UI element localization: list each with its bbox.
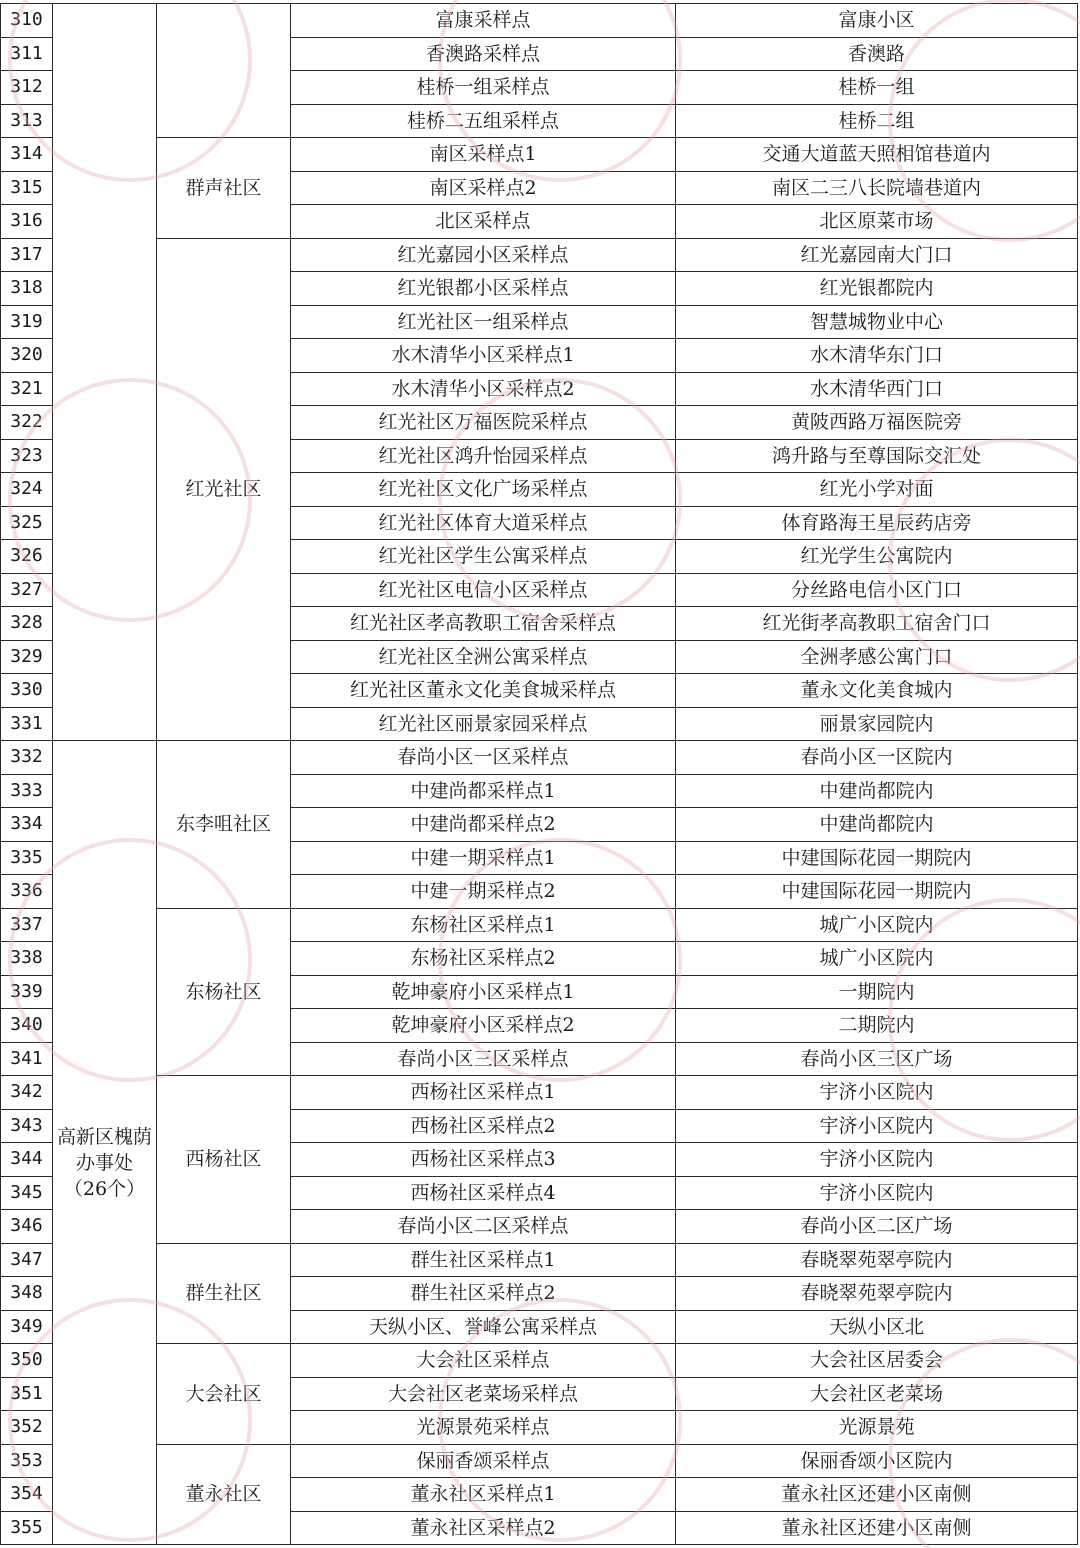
sampling-point-name: 东杨社区采样点2 <box>291 942 676 976</box>
sampling-point-location: 鸿升路与至尊国际交汇处 <box>676 439 1078 473</box>
sampling-point-location: 宇济小区院内 <box>676 1176 1078 1210</box>
row-number: 310 <box>1 4 53 38</box>
sampling-point-name: 红光社区鸿升怡园采样点 <box>291 439 676 473</box>
sampling-point-location: 董永社区还建小区南侧 <box>676 1511 1078 1545</box>
sampling-point-location: 桂桥二组 <box>676 104 1078 138</box>
row-number: 312 <box>1 71 53 105</box>
community-name <box>157 4 291 138</box>
sampling-point-name: 香澳路采样点 <box>291 37 676 71</box>
row-number: 349 <box>1 1310 53 1344</box>
row-number: 344 <box>1 1143 53 1177</box>
sampling-point-location: 中建国际花园一期院内 <box>676 841 1078 875</box>
table-row <box>1 1344 1078 1378</box>
table-row <box>1 908 1078 942</box>
sampling-point-name: 春尚小区三区采样点 <box>291 1042 676 1076</box>
row-number: 355 <box>1 1511 53 1545</box>
sampling-point-location: 体育路海王星辰药店旁 <box>676 506 1078 540</box>
row-number: 331 <box>1 707 53 741</box>
table-row <box>1 138 1078 172</box>
row-number: 316 <box>1 205 53 239</box>
row-number: 330 <box>1 674 53 708</box>
sampling-point-location: 水木清华西门口 <box>676 372 1078 406</box>
sampling-point-name: 乾坤豪府小区采样点1 <box>291 975 676 1009</box>
sampling-point-location: 城广小区院内 <box>676 942 1078 976</box>
sampling-point-location: 大会社区老菜场 <box>676 1377 1078 1411</box>
table-row <box>1 1444 1078 1478</box>
row-number: 314 <box>1 138 53 172</box>
row-number: 346 <box>1 1210 53 1244</box>
sampling-point-location: 一期院内 <box>676 975 1078 1009</box>
table-row <box>1 1243 1078 1277</box>
sampling-point-location: 交通大道蓝天照相馆巷道内 <box>676 138 1078 172</box>
sampling-point-name: 红光社区文化广场采样点 <box>291 473 676 507</box>
sampling-point-name: 南区采样点2 <box>291 171 676 205</box>
sampling-point-name: 红光社区一组采样点 <box>291 305 676 339</box>
district-count: （26个） <box>63 1177 146 1200</box>
sampling-point-location: 天纵小区北 <box>676 1310 1078 1344</box>
sampling-point-name: 大会社区老菜场采样点 <box>291 1377 676 1411</box>
row-number: 323 <box>1 439 53 473</box>
community-name: 红光社区 <box>157 238 291 741</box>
sampling-point-name: 红光社区万福医院采样点 <box>291 406 676 440</box>
sampling-point-location: 大会社区居委会 <box>676 1344 1078 1378</box>
sampling-point-location: 北区原菜市场 <box>676 205 1078 239</box>
sampling-point-name: 红光社区全洲公寓采样点 <box>291 640 676 674</box>
sampling-point-location: 宇济小区院内 <box>676 1143 1078 1177</box>
sampling-point-location: 城广小区院内 <box>676 908 1078 942</box>
row-number: 325 <box>1 506 53 540</box>
sampling-point-name: 董永社区采样点1 <box>291 1478 676 1512</box>
sampling-point-location: 丽景家园院内 <box>676 707 1078 741</box>
sampling-point-location: 桂桥一组 <box>676 71 1078 105</box>
sampling-point-name: 中建一期采样点1 <box>291 841 676 875</box>
row-number: 341 <box>1 1042 53 1076</box>
sampling-point-name: 中建一期采样点2 <box>291 875 676 909</box>
row-number: 328 <box>1 607 53 641</box>
sampling-point-location: 水木清华东门口 <box>676 339 1078 373</box>
sampling-point-name: 大会社区采样点 <box>291 1344 676 1378</box>
row-number: 345 <box>1 1176 53 1210</box>
row-number: 315 <box>1 171 53 205</box>
community-name: 大会社区 <box>157 1344 291 1445</box>
sampling-point-location: 南区二三八长院墙巷道内 <box>676 171 1078 205</box>
sampling-point-name: 桂桥二五组采样点 <box>291 104 676 138</box>
sampling-point-location: 春晓翠苑翠亭院内 <box>676 1277 1078 1311</box>
sampling-point-location: 二期院内 <box>676 1009 1078 1043</box>
sampling-point-name: 春尚小区二区采样点 <box>291 1210 676 1244</box>
row-number: 350 <box>1 1344 53 1378</box>
sampling-point-location: 光源景苑 <box>676 1411 1078 1445</box>
sampling-point-name: 光源景苑采样点 <box>291 1411 676 1445</box>
district-cell-previous <box>53 4 157 741</box>
sampling-point-location: 春晓翠苑翠亭院内 <box>676 1243 1078 1277</box>
row-number: 348 <box>1 1277 53 1311</box>
sampling-point-location: 保丽香颂小区院内 <box>676 1444 1078 1478</box>
sampling-point-name: 西杨社区采样点2 <box>291 1109 676 1143</box>
row-number: 339 <box>1 975 53 1009</box>
sampling-point-location: 红光银都院内 <box>676 272 1078 306</box>
community-name: 西杨社区 <box>157 1076 291 1244</box>
sampling-point-location: 宇济小区院内 <box>676 1109 1078 1143</box>
district-cell <box>53 741 157 1545</box>
community-name: 董永社区 <box>157 1444 291 1545</box>
sampling-point-location: 分丝路电信小区门口 <box>676 573 1078 607</box>
sampling-point-name: 北区采样点 <box>291 205 676 239</box>
community-name: 群声社区 <box>157 138 291 239</box>
row-number: 313 <box>1 104 53 138</box>
sampling-point-name: 红光社区丽景家园采样点 <box>291 707 676 741</box>
sampling-point-location: 中建尚都院内 <box>676 808 1078 842</box>
row-number: 311 <box>1 37 53 71</box>
row-number: 319 <box>1 305 53 339</box>
sampling-point-name: 红光银都小区采样点 <box>291 272 676 306</box>
sampling-point-location: 中建尚都院内 <box>676 774 1078 808</box>
row-number: 332 <box>1 741 53 775</box>
table-row <box>1 1076 1078 1110</box>
sampling-point-name: 保丽香颂采样点 <box>291 1444 676 1478</box>
sampling-point-location: 红光学生公寓院内 <box>676 540 1078 574</box>
sampling-point-name: 群生社区采样点1 <box>291 1243 676 1277</box>
sampling-point-name: 西杨社区采样点4 <box>291 1176 676 1210</box>
sampling-point-table <box>0 3 1078 1545</box>
sampling-point-location: 董永社区还建小区南侧 <box>676 1478 1078 1512</box>
sampling-point-name: 红光社区体育大道采样点 <box>291 506 676 540</box>
sampling-point-name: 水木清华小区采样点1 <box>291 339 676 373</box>
row-number: 342 <box>1 1076 53 1110</box>
sampling-point-name: 红光社区孝高教职工宿舍采样点 <box>291 607 676 641</box>
sampling-point-location: 智慧城物业中心 <box>676 305 1078 339</box>
sampling-point-name: 富康采样点 <box>291 4 676 38</box>
sampling-point-location: 红光街孝高教职工宿舍门口 <box>676 607 1078 641</box>
community-name: 东李咀社区 <box>157 741 291 909</box>
row-number: 338 <box>1 942 53 976</box>
sampling-point-location: 红光小学对面 <box>676 473 1078 507</box>
row-number: 336 <box>1 875 53 909</box>
sampling-point-location: 春尚小区一区院内 <box>676 741 1078 775</box>
sampling-point-name: 东杨社区采样点1 <box>291 908 676 942</box>
row-number: 324 <box>1 473 53 507</box>
sampling-point-name: 南区采样点1 <box>291 138 676 172</box>
table-row <box>1 741 1078 775</box>
sampling-point-location: 宇济小区院内 <box>676 1076 1078 1110</box>
sampling-point-name: 群生社区采样点2 <box>291 1277 676 1311</box>
row-number: 337 <box>1 908 53 942</box>
sampling-point-name: 乾坤豪府小区采样点2 <box>291 1009 676 1043</box>
sampling-point-name: 中建尚都采样点1 <box>291 774 676 808</box>
sampling-point-location: 全洲孝感公寓门口 <box>676 640 1078 674</box>
sampling-point-name: 红光社区学生公寓采样点 <box>291 540 676 574</box>
sampling-point-name: 水木清华小区采样点2 <box>291 372 676 406</box>
sampling-point-name: 红光社区电信小区采样点 <box>291 573 676 607</box>
row-number: 354 <box>1 1478 53 1512</box>
sampling-point-name: 董永社区采样点2 <box>291 1511 676 1545</box>
row-number: 321 <box>1 372 53 406</box>
community-name: 东杨社区 <box>157 908 291 1076</box>
row-number: 317 <box>1 238 53 272</box>
row-number: 334 <box>1 808 53 842</box>
sampling-point-location: 红光嘉园南大门口 <box>676 238 1078 272</box>
row-number: 340 <box>1 1009 53 1043</box>
row-number: 347 <box>1 1243 53 1277</box>
sampling-point-name: 天纵小区、誉峰公寓采样点 <box>291 1310 676 1344</box>
row-number: 322 <box>1 406 53 440</box>
district-name: 高新区槐荫办事处 <box>56 1125 152 1174</box>
sampling-point-name: 桂桥一组采样点 <box>291 71 676 105</box>
sampling-point-name: 中建尚都采样点2 <box>291 808 676 842</box>
row-number: 333 <box>1 774 53 808</box>
sampling-point-name: 西杨社区采样点3 <box>291 1143 676 1177</box>
row-number: 327 <box>1 573 53 607</box>
community-name: 群生社区 <box>157 1243 291 1344</box>
row-number: 318 <box>1 272 53 306</box>
row-number: 353 <box>1 1444 53 1478</box>
table-row <box>1 4 1078 38</box>
sampling-point-location: 香澳路 <box>676 37 1078 71</box>
sampling-point-location: 春尚小区三区广场 <box>676 1042 1078 1076</box>
row-number: 352 <box>1 1411 53 1445</box>
sampling-point-location: 富康小区 <box>676 4 1078 38</box>
row-number: 329 <box>1 640 53 674</box>
sampling-point-location: 中建国际花园一期院内 <box>676 875 1078 909</box>
sampling-point-location: 春尚小区二区广场 <box>676 1210 1078 1244</box>
row-number: 335 <box>1 841 53 875</box>
sampling-point-location: 董永文化美食城内 <box>676 674 1078 708</box>
sampling-point-name: 红光社区董永文化美食城采样点 <box>291 674 676 708</box>
sampling-point-name: 春尚小区一区采样点 <box>291 741 676 775</box>
row-number: 326 <box>1 540 53 574</box>
row-number: 351 <box>1 1377 53 1411</box>
table-row <box>1 238 1078 272</box>
row-number: 343 <box>1 1109 53 1143</box>
row-number: 320 <box>1 339 53 373</box>
sampling-point-location: 黄陂西路万福医院旁 <box>676 406 1078 440</box>
sampling-point-name: 西杨社区采样点1 <box>291 1076 676 1110</box>
sampling-point-name: 红光嘉园小区采样点 <box>291 238 676 272</box>
